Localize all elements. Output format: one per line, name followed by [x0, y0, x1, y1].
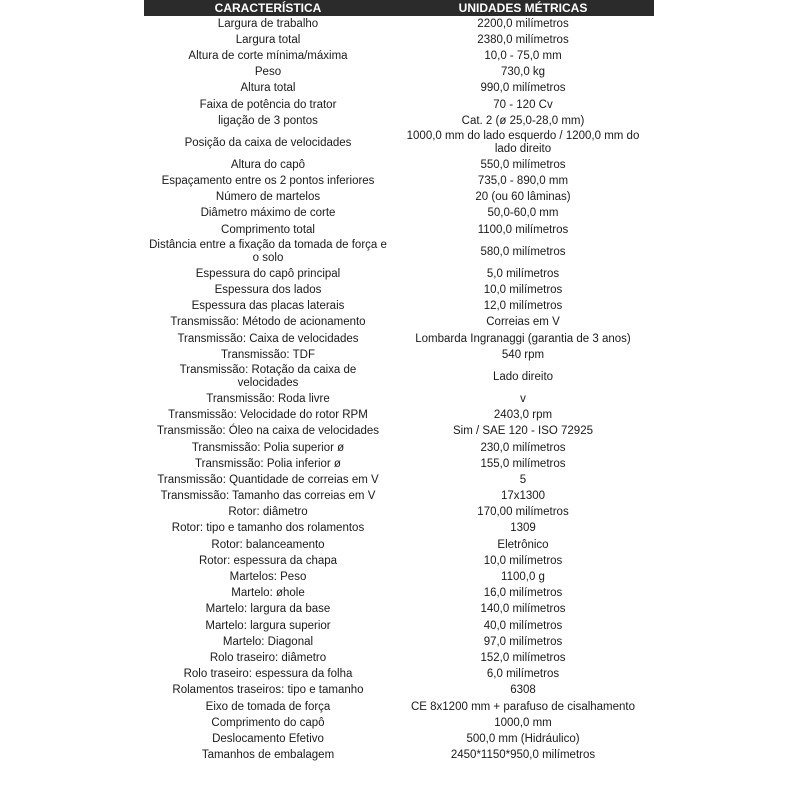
table-row [144, 634, 654, 650]
feature-cell: Rolo traseiro: diâmetro [209, 651, 327, 664]
value-cell: 17x1300 [500, 490, 546, 503]
table-row [144, 222, 654, 238]
value-cell: 230,0 milímetros [480, 441, 566, 454]
table-row [144, 456, 654, 472]
feature-cell: Martelo: Diagonal [222, 635, 314, 648]
value-cell: 10,0 milímetros [483, 284, 563, 297]
table-row [144, 363, 654, 391]
table-row [144, 489, 654, 505]
value-cell: Sim / SAE 120 - ISO 72925 [453, 425, 593, 438]
value-cell: 2450*1150*950,0 milímetros [450, 749, 596, 762]
feature-cell: Rotor: balanceamento [211, 538, 325, 551]
feature-cell: Espessura das placas laterais [191, 300, 345, 313]
value-cell: 2380,0 milímetros [477, 33, 569, 46]
value-cell: 16,0 milímetros [483, 587, 563, 600]
header-metric-units: UNIDADES MÉTRICAS [392, 0, 654, 16]
table-row [144, 472, 654, 488]
table-row [144, 440, 654, 456]
feature-cell: Deslocamento Efetivo [212, 732, 324, 745]
feature-cell: Rolamentos traseiros: tipo e tamanho [172, 684, 364, 697]
table-row [144, 266, 654, 282]
value-cell: 500,0 mm (Hidráulico) [466, 732, 580, 745]
feature-cell: Comprimento total [221, 223, 315, 236]
feature-cell: Posição da caixa de velocidades [184, 136, 352, 149]
value-cell: 5,0 milímetros [486, 267, 560, 280]
feature-cell: Rotor: espessura da chapa [198, 554, 338, 567]
spec-table-body [144, 16, 654, 764]
feature-cell: Espessura dos lados [214, 284, 322, 297]
feature-cell: Altura do capô [230, 158, 306, 171]
feature-cell: Transmissão: Quantidade de correias em V [157, 473, 379, 486]
value-cell: Lombarda Ingranaggi (garantia de 3 anos) [415, 332, 631, 345]
feature-cell: Martelos: Peso [229, 571, 307, 584]
feature-cell: Martelo: largura da base [205, 603, 331, 616]
feature-cell: Altura de corte mínima/máxima [188, 49, 348, 62]
spec-table [144, 0, 654, 764]
feature-cell: Transmissão: Caixa de velocidades [177, 332, 359, 345]
table-row [144, 331, 654, 347]
value-cell: 155,0 milímetros [480, 457, 566, 470]
feature-cell: Tamanhos de embalagem [201, 749, 335, 762]
header-feature: CARACTERÍSTICA [144, 0, 392, 16]
value-cell: Eletrônico [497, 538, 549, 551]
feature-cell: Espaçamento entre os 2 pontos inferiores [161, 175, 375, 188]
feature-cell: Peso [254, 66, 282, 79]
value-cell: 2403,0 rpm [493, 409, 553, 422]
table-row [144, 190, 654, 206]
value-cell: 1000,0 mm [494, 716, 552, 729]
table-row [144, 586, 654, 602]
feature-cell: Faixa de potência do trator [199, 98, 337, 111]
feature-cell: Eixo de tomada de força [205, 700, 331, 713]
value-cell: 1100,0 milímetros [477, 223, 569, 236]
feature-cell: Altura total [240, 82, 296, 95]
value-cell: 730,0 kg [500, 66, 546, 79]
table-header-row [144, 0, 654, 16]
feature-cell: Transmissão: Polia inferior ø [195, 457, 341, 470]
table-row [144, 602, 654, 618]
feature-cell: Distância entre a fixação da tomada de força e o solo [149, 239, 387, 265]
table-row [144, 683, 654, 699]
table-row [144, 97, 654, 113]
feature-cell: Largura total [235, 33, 301, 46]
value-cell: 1000,0 mm do lado esquerdo / 1200,0 mm do lado direito [406, 130, 640, 156]
value-cell: 12,0 milímetros [483, 300, 563, 313]
value-cell: 140,0 milímetros [480, 603, 566, 616]
table-row [144, 505, 654, 521]
table-row [144, 65, 654, 81]
value-cell: 2200,0 milímetros [477, 17, 569, 30]
table-row [144, 32, 654, 48]
feature-cell: Transmissão: Rotação da caixa de velocidades [179, 364, 357, 390]
table-row [144, 715, 654, 731]
table-row [144, 553, 654, 569]
feature-cell: Largura de trabalho [217, 17, 319, 30]
value-cell: 580,0 milímetros [480, 245, 566, 258]
value-cell: 20 (ou 60 lâminas) [475, 191, 571, 204]
feature-cell: Martelo: largura superior [205, 619, 331, 632]
value-cell: 97,0 milímetros [483, 635, 563, 648]
table-row [144, 315, 654, 331]
value-cell: 70 - 120 Cv [493, 98, 553, 111]
value-cell: 40,0 milímetros [483, 619, 563, 632]
table-row [144, 618, 654, 634]
feature-cell: Rotor: tipo e tamanho dos rolamentos [171, 522, 365, 535]
table-row [144, 81, 654, 97]
table-row [144, 347, 654, 363]
value-cell: 1100,0 g [501, 571, 545, 584]
feature-cell: Transmissão: Tamanho das correias em V [160, 490, 376, 503]
table-row [144, 521, 654, 537]
table-row [144, 731, 654, 747]
table-row [144, 206, 654, 222]
feature-cell: Comprimento do capô [211, 716, 325, 729]
value-cell: 170,00 milímetros [477, 506, 569, 519]
feature-cell: Transmissão: Roda livre [206, 392, 330, 405]
value-cell: 550,0 milímetros [480, 158, 566, 171]
feature-cell: Rotor: diâmetro [228, 506, 308, 519]
feature-cell: Número de martelos [215, 191, 321, 204]
value-cell: Lado direito [492, 370, 554, 383]
value-cell: 10,0 - 75,0 mm [484, 49, 562, 62]
value-cell: 50,0-60,0 mm [487, 207, 559, 220]
value-cell: 6308 [510, 684, 536, 697]
value-cell: 735,0 - 890,0 mm [477, 175, 569, 188]
value-cell: 5 [519, 473, 527, 486]
table-row [144, 748, 654, 764]
table-row [144, 650, 654, 666]
table-row [144, 157, 654, 173]
table-row [144, 282, 654, 298]
table-row [144, 174, 654, 190]
feature-cell: ligação de 3 pontos [218, 114, 318, 127]
table-row [144, 569, 654, 585]
value-cell: 1309 [510, 522, 536, 535]
value-cell: 152,0 milímetros [480, 651, 566, 664]
value-cell: 540 rpm [501, 348, 545, 361]
feature-cell: Espessura do capô principal [195, 267, 341, 280]
value-cell: 990,0 milímetros [480, 82, 566, 95]
table-row [144, 391, 654, 407]
value-cell: Correias em V [486, 316, 560, 329]
value-cell: v [520, 392, 526, 405]
value-cell: 10,0 milímetros [483, 554, 563, 567]
feature-cell: Transmissão: Velocidade do rotor RPM [168, 409, 368, 422]
table-row [144, 48, 654, 64]
table-row [144, 537, 654, 553]
table-row [144, 424, 654, 440]
value-cell: 6,0 milímetros [486, 668, 560, 681]
feature-cell: Diâmetro máximo de corte [200, 207, 336, 220]
table-row [144, 408, 654, 424]
table-row [144, 699, 654, 715]
feature-cell: Martelo: øhole [231, 587, 305, 600]
feature-cell: Transmissão: Óleo na caixa de velocidades [156, 425, 380, 438]
table-row [144, 129, 654, 157]
table-row [144, 299, 654, 315]
feature-cell: Transmissão: Método de acionamento [170, 316, 366, 329]
table-row [144, 113, 654, 129]
feature-cell: Transmissão: Polia superior ø [191, 441, 345, 454]
table-row [144, 238, 654, 266]
feature-cell: Rolo traseiro: espessura da folha [183, 668, 353, 681]
value-cell: CE 8x1200 mm + parafuso de cisalhamento [410, 700, 636, 713]
value-cell: Cat. 2 (ø 25,0-28,0 mm) [461, 114, 585, 127]
feature-cell: Transmissão: TDF [221, 348, 315, 361]
table-row [144, 16, 654, 32]
table-row [144, 667, 654, 683]
